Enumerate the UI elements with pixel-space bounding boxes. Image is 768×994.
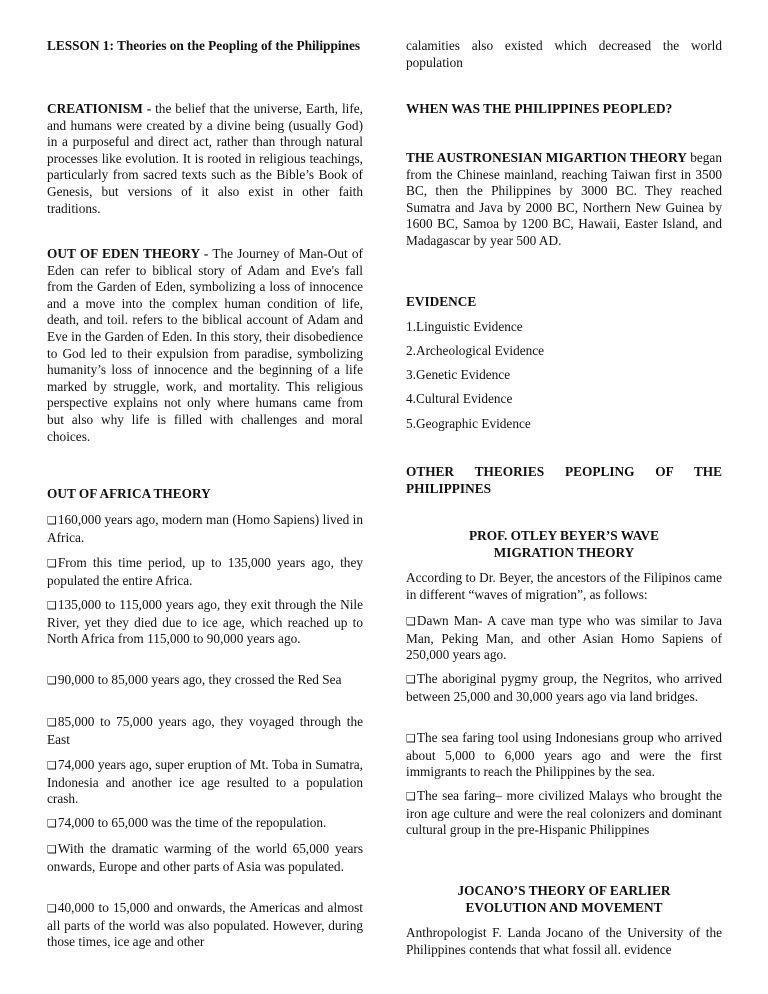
list-item: ❑40,000 to 15,000 and onwards, the Americas and almost all parts of the world was also populated. However, during those times, ice age and other — [47, 900, 363, 950]
checkbox-square-icon: ❑ — [47, 902, 57, 915]
list-item: 5.Geographic Evidence — [406, 416, 531, 431]
when-heading: WHEN WAS THE PHILIPPINES PEOPLED? — [406, 101, 673, 116]
creationism-paragraph — [47, 101, 363, 217]
checkbox-square-icon: ❑ — [47, 557, 57, 570]
creationism-term: CREATIONISM - — [47, 101, 152, 116]
checkbox-square-icon: ❑ — [47, 514, 57, 527]
other-theories-heading: OTHER THEORIES PEOPLING OF THE PHILIPPINES — [406, 464, 722, 496]
checkbox-square-icon: ❑ — [47, 599, 57, 612]
list-item: ❑85,000 to 75,000 years ago, they voyaged through the East — [47, 714, 363, 747]
eden-term: OUT OF EDEN THEORY - — [47, 246, 209, 261]
checkbox-square-icon: ❑ — [47, 843, 57, 856]
list-item: 2.Archeological Evidence — [406, 343, 545, 358]
austronesian-term: THE AUSTRONESIAN MIGARTION THEORY — [406, 150, 687, 165]
list-item: 3.Genetic Evidence — [406, 367, 511, 382]
list-item: ❑With the dramatic warming of the world 65,000 years onwards, Europe and other parts of Asia was populated. — [47, 841, 363, 874]
list-item: ❑Dawn Man- A cave man type who was similar to Java Man, Peking Man, and other Asian Homo Sapiens of 250,000 years ago. — [406, 613, 722, 663]
list-item: ❑The aboriginal pygmy group, the Negritos, who arrived between 25,000 and 30,000 years ago via land bridges. — [406, 671, 722, 704]
lesson-title: LESSON 1: Theories on the Peopling of the Philippines — [47, 38, 361, 53]
jocano-body: Anthropologist F. Landa Jocano of the University of the Philippines contends that what fossil all. evidence — [406, 925, 722, 957]
jocano-heading: JOCANO’S THEORY OF EARLIER EVOLUTION AND MOVEMENT — [457, 883, 671, 915]
list-item: ❑The sea faring tool using Indonesians group who arrived about 5,000 to 6,000 years ago and were the first immigrants to reach the Philippines by the sea. — [406, 730, 722, 780]
list-item: ❑90,000 to 85,000 years ago, they crossed the Red Sea — [47, 672, 342, 687]
beyer-intro: According to Dr. Beyer, the ancestors of the Filipinos came in different “waves of migration”, as follows: — [406, 570, 722, 602]
checkbox-square-icon: ❑ — [47, 716, 57, 729]
list-item: 4.Cultural Evidence — [406, 391, 513, 406]
checkbox-square-icon: ❑ — [406, 673, 416, 686]
list-item: ❑The sea faring– more civilized Malays who brought the iron age culture and were the real colonizers and dominant cultural group in the pre-Hispanic Philippines — [406, 788, 722, 838]
austronesian-paragraph — [406, 150, 722, 250]
list-item: 1.Linguistic Evidence — [406, 319, 523, 334]
beyer-heading: PROF. OTLEY BEYER’S WAVE MIGRATION THEORY — [469, 528, 659, 560]
continuation-text: calamities also existed which decreased the world population — [406, 38, 722, 70]
list-item: ❑160,000 years ago, modern man (Homo Sapiens) lived in Africa. — [47, 512, 363, 545]
list-item: ❑74,000 to 65,000 was the time of the repopulation. — [47, 815, 327, 830]
evidence-heading: EVIDENCE — [406, 294, 477, 309]
list-item: ❑74,000 years ago, super eruption of Mt. Toba in Sumatra, Indonesia and another ice age resulted to a population crash. — [47, 757, 363, 807]
checkbox-square-icon: ❑ — [406, 615, 416, 628]
checkbox-square-icon: ❑ — [406, 790, 416, 803]
checkbox-square-icon: ❑ — [47, 817, 57, 830]
africa-heading: OUT OF AFRICA THEORY — [47, 486, 211, 501]
list-item: ❑From this time period, up to 135,000 years ago, they populated the entire Africa. — [47, 555, 363, 588]
checkbox-square-icon: ❑ — [47, 759, 57, 772]
austronesian-body: began from the Chinese mainland, reaching Taiwan first in 3500 BC, then the Philippines by 3000 BC. They reached Sumatra and Java by 2000 BC, Northern New Guinea by 1600 BC, Samoa by 1200 BC, Hawaii, Easter Island, and Madagascar by year 500 AD. — [406, 150, 722, 248]
eden-paragraph — [47, 246, 363, 445]
checkbox-square-icon: ❑ — [406, 732, 416, 745]
creationism-body: the belief that the universe, Earth, life, and humans were created by a divine being (usually God) in a purposeful and direct act, rather than through natural processes like evolution. It is rooted in religious teachings, particularly from sacred texts such as the Bible’s Book of Genesis, but versions of it also exist in other faith traditions. — [47, 101, 363, 216]
eden-body: The Journey of Man-Out of Eden can refer to biblical story of Adam and Eve's fall from the Garden of Eden, symbolizing a loss of innocence and a move into the complex human condition of life, death, and toil. refers to the biblical account of Adam and Eve in the Garden of Eden. In this story, their disobedience to God led to their expulsion from paradise, symbolizing humanity’s loss of innocence and the beginning of a life marked by struggle, work, and mortality. This religious perspective explains not only where humans came from but also why life is filled with challenges and moral choices. — [47, 246, 363, 444]
list-item: ❑135,000 to 115,000 years ago, they exit through the Nile River, yet they died due to ice age, which reached up to North Africa from 115,000 to 90,000 years ago. — [47, 597, 363, 647]
checkbox-square-icon: ❑ — [47, 674, 57, 687]
